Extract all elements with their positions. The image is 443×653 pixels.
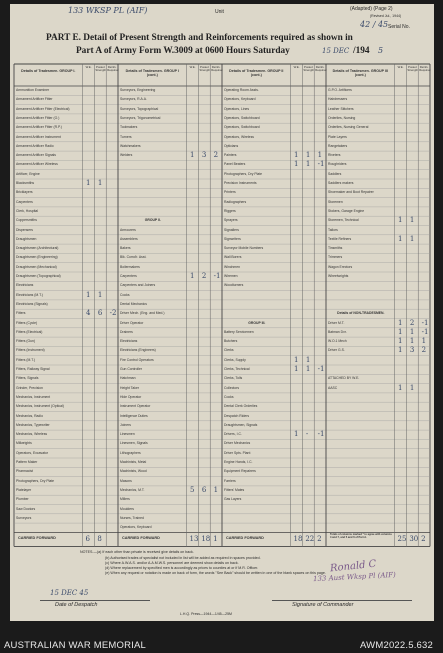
trade-label: Machinists, Metal bbox=[120, 460, 147, 464]
trade-label: ATTACHED BY W.E. bbox=[328, 376, 360, 381]
carried-forward-label: Totals of columns marked * to agree with columns 4 and 7, and 5 and 6 of Part A. bbox=[330, 533, 392, 539]
adapted-line1: (Adapted) (Page 2) bbox=[350, 6, 393, 12]
trade-label: Mechanics, Wireless bbox=[16, 432, 48, 437]
unit-handwritten: 133 WKSP PL (AIF) bbox=[68, 6, 148, 15]
trade-label: Operators, Wireless bbox=[224, 134, 254, 139]
trade-label: Armament Artificer Instrument bbox=[16, 134, 61, 139]
strength-value: 1 bbox=[97, 179, 103, 187]
carried-forward-value: 30 bbox=[409, 535, 419, 544]
carried-forward-label: CARRIED FORWARD bbox=[18, 536, 56, 541]
note-line: (d) Where replacement by specified men is accordingly as prices to counties at or if M.R. Officer. bbox=[105, 566, 259, 570]
trade-label: Electricians bbox=[16, 283, 34, 288]
strength-value: 2 bbox=[409, 318, 415, 327]
trade-label: Operators, Switchboard bbox=[224, 125, 260, 130]
trade-label: Mechanics, Typewriter bbox=[16, 422, 50, 427]
trade-label: Electricians (M.T.) bbox=[16, 292, 43, 297]
trade-label: GROUP II. bbox=[144, 218, 161, 223]
trade-label: Orderlies, Nursing bbox=[328, 115, 356, 120]
strength-value: 1 bbox=[398, 318, 403, 327]
trade-label: Pharmacist bbox=[16, 469, 33, 474]
strength-value: 2 bbox=[213, 151, 219, 160]
trade-label: Bricklayers bbox=[16, 190, 33, 195]
trade-label: Armament Artificer Radio bbox=[16, 143, 54, 148]
trade-label: Drainers bbox=[120, 329, 133, 334]
carried-forward-label: CARRIED FORWARD bbox=[226, 536, 264, 541]
trade-label: Lithographers bbox=[120, 450, 141, 455]
strength-value: 1 bbox=[190, 272, 195, 280]
strength-value: 2 bbox=[421, 346, 427, 355]
trade-label: Armament Artificer Signals bbox=[16, 153, 56, 158]
strength-value: 1 bbox=[409, 337, 415, 346]
trade-label: Battery Servicemen bbox=[224, 329, 254, 334]
column-heading: Details of Tradesmen. GROUP I (cont.) bbox=[125, 69, 179, 77]
note-line: (e) When any request or notation is made on back of form, the words "See Back" should be written in one of the blank spaces on this page. bbox=[105, 571, 326, 576]
footer-institution: AUSTRALIAN WAR MEMORIAL bbox=[4, 640, 147, 651]
trade-label: Despatch Riders bbox=[224, 413, 250, 418]
strength-value: -1 bbox=[317, 365, 325, 373]
trade-label: Riggers bbox=[224, 208, 236, 213]
trade-label: Clerks, Technical bbox=[224, 367, 250, 371]
note-line: NOTES.—(a) If each other than private is received give details on back. bbox=[80, 550, 194, 555]
serial-label: Serial No. bbox=[388, 24, 410, 30]
trade-label: Fitters' Mates bbox=[224, 487, 245, 492]
trade-label: Hatchman bbox=[120, 376, 136, 381]
strength-value: 1 bbox=[294, 160, 299, 169]
trade-label: Saw Doctors bbox=[16, 506, 36, 511]
column-heading: Details of Tradesmen. GROUP I. bbox=[21, 69, 76, 73]
trade-label: Assemblers bbox=[120, 236, 138, 241]
trade-label: Rangetakers bbox=[328, 143, 348, 148]
trade-label: Hairdressers bbox=[328, 97, 348, 102]
trade-label: Operating Room Assts. bbox=[224, 88, 259, 92]
trade-label: Sprayers bbox=[224, 218, 238, 223]
trade-label: Carpenters bbox=[16, 199, 33, 204]
strength-value: 1 bbox=[421, 337, 427, 346]
trade-label: Surveyors bbox=[16, 515, 32, 520]
carried-forward-value: 8 bbox=[97, 535, 102, 544]
trade-label: Draughtsmen (Engineering) bbox=[16, 255, 58, 260]
trade-label: Clerks, Tolls bbox=[224, 376, 243, 381]
subcolumn-heading: Reinfs. Required bbox=[315, 65, 327, 72]
strength-value: 1 bbox=[294, 151, 299, 160]
trade-label: Wiremen bbox=[224, 274, 238, 278]
trade-label: Storemen, Technical bbox=[328, 218, 359, 223]
trade-label: Trimmers bbox=[328, 255, 343, 260]
trade-label: Masons bbox=[120, 478, 132, 483]
strength-value: 1 bbox=[305, 355, 311, 364]
trade-label: Armament Artificer Wireless bbox=[16, 162, 58, 167]
subcolumn-heading: Reinfs. Required bbox=[211, 65, 223, 72]
subcolumn-heading: Posted Strength bbox=[199, 65, 210, 72]
trade-label: Surveyor Mobile Numbers bbox=[224, 246, 264, 251]
trade-label: Boilermakers bbox=[120, 264, 140, 269]
trade-label: Linesmen bbox=[120, 432, 135, 437]
trade-label: Equipment Repairers bbox=[224, 469, 256, 474]
trade-label: Operators, Switchboard bbox=[224, 115, 260, 120]
trade-label: Photographers, Dry Plate bbox=[16, 478, 55, 483]
strength-value: 6 bbox=[201, 485, 207, 494]
despatch-line bbox=[40, 600, 150, 601]
trade-label: Millers bbox=[120, 497, 130, 502]
strength-value: 2 bbox=[201, 272, 207, 280]
print-line: L.H.Q. Press—1944—1/45—25M bbox=[180, 612, 232, 616]
subcolumn-heading: Posted Strength bbox=[407, 65, 418, 72]
serial-handwritten: 42 / 45 bbox=[360, 20, 389, 29]
strength-value: 4 bbox=[86, 309, 91, 318]
trade-label: GROUP III. bbox=[248, 320, 266, 325]
strength-value: -1 bbox=[317, 430, 325, 439]
strength-value: 6 bbox=[97, 309, 103, 318]
trade-label: Artificer, Engine bbox=[16, 171, 40, 176]
trade-label: Wall Borers bbox=[224, 255, 242, 260]
date-handwritten: 15 DEC bbox=[322, 47, 350, 55]
carried-forward-value: 25 bbox=[397, 535, 407, 544]
trade-label: Draughtsmen (Topographical) bbox=[16, 274, 61, 278]
trade-label: Surveyors, R.A.A. bbox=[120, 97, 147, 102]
strength-value: -1 bbox=[213, 272, 221, 280]
trade-label: Dental Mechanics bbox=[120, 301, 147, 306]
trade-label: Mechanics, Radio bbox=[16, 413, 43, 418]
note-line: (c) Where A.W.A.S. and/or A.A.M.W.S. personnel are deemed show details on back. bbox=[105, 560, 239, 565]
trade-label: Storemen bbox=[328, 199, 343, 204]
trade-label: Fitters, Signals bbox=[16, 376, 39, 381]
trade-label: Instrument Operator bbox=[120, 404, 151, 409]
strength-value: 1 bbox=[294, 430, 299, 439]
trade-label: Wheelwrights bbox=[328, 274, 349, 278]
strength-value: 1 bbox=[398, 234, 403, 243]
trade-label: Dispensers bbox=[16, 227, 33, 232]
trade-label: Draughtsmen (Architectural) bbox=[16, 246, 59, 251]
subcolumn-heading: W.E. bbox=[293, 65, 300, 69]
trade-label: Driver Mech. (Eng. and Med.) bbox=[120, 311, 165, 316]
trade-label: Roughriders bbox=[328, 162, 347, 167]
trade-label: Engine Hands, I.C. bbox=[224, 460, 253, 464]
trade-label: Butchers bbox=[224, 339, 238, 344]
trade-label: Carpenters and Joiners bbox=[120, 283, 156, 288]
strength-value: - bbox=[305, 430, 309, 439]
trade-label: Riveters bbox=[328, 153, 341, 158]
strength-value: 1 bbox=[294, 365, 299, 373]
trade-label: Signallers bbox=[224, 227, 239, 232]
strength-value: 1 bbox=[409, 216, 415, 225]
unit-stamp: 133 Aust Wksp Pl (AIF) bbox=[312, 570, 396, 584]
carried-forward-label: CARRIED FORWARD bbox=[122, 536, 160, 541]
trade-label: Plate Layers bbox=[328, 134, 347, 139]
trade-label: Clerks, Supply bbox=[224, 357, 246, 362]
commander-label: Signature of Commander bbox=[292, 602, 354, 608]
trade-label: Armourers bbox=[120, 227, 136, 232]
trade-label: Armament Artificer Fitter (O.) bbox=[16, 115, 60, 120]
strength-value: 1 bbox=[305, 151, 311, 160]
trade-label: Clerks bbox=[224, 348, 234, 353]
trade-label: Plumber bbox=[16, 497, 29, 502]
trade-label: AASC bbox=[328, 385, 338, 390]
subcolumn-heading: Posted Strength bbox=[303, 65, 314, 72]
trade-label: Driver G.S. bbox=[328, 348, 345, 353]
strength-value: 1 bbox=[86, 290, 91, 299]
strength-value: 1 bbox=[398, 337, 403, 346]
note-line: (b) Authorised trades of specialist not included in list will be added as required in spaces provided. bbox=[105, 555, 261, 560]
trade-label: Saddlers bbox=[328, 171, 342, 176]
strength-value: -2 bbox=[109, 309, 117, 318]
trade-label: Farriers bbox=[224, 478, 236, 483]
trade-label: Electricians (Engineers) bbox=[120, 348, 156, 353]
trade-label: Textile Refiners bbox=[328, 236, 352, 241]
trade-label: Grinder, Precision bbox=[16, 385, 43, 390]
trade-label: Ammunition Examiner bbox=[16, 88, 50, 92]
trade-label: Nurses, Trained bbox=[120, 515, 144, 520]
carried-forward-value: 18 bbox=[201, 535, 211, 544]
trade-label: Shoemaker and Boot Repairer bbox=[328, 190, 374, 195]
trade-label: Surveyors, Engineering bbox=[120, 88, 156, 92]
strength-value: 1 bbox=[86, 179, 91, 187]
trade-label: Mechanics, M.T. bbox=[120, 487, 145, 492]
trade-label: Intelligence Duties bbox=[120, 413, 148, 418]
trade-label: Printers bbox=[224, 190, 236, 195]
trade-label: Operators, Lines bbox=[224, 106, 250, 111]
trade-label: Details of NON-TRADESMEN. bbox=[337, 311, 385, 316]
strength-value: 5 bbox=[190, 485, 195, 494]
trade-label: Operators, Keyboard bbox=[224, 97, 256, 102]
year-label: /194 bbox=[353, 46, 370, 56]
trade-label: Leather Stitchers bbox=[328, 106, 354, 111]
trade-label: Orderlies, Nursing General bbox=[328, 125, 369, 130]
footer-accession: AWM2022.5.632 bbox=[360, 640, 434, 651]
trade-label: Tailors bbox=[328, 227, 338, 232]
strength-value: 1 bbox=[213, 485, 219, 494]
trade-label: Mechanics, Instrument bbox=[16, 394, 51, 399]
trade-label: Collectors bbox=[224, 385, 240, 390]
trade-label: Blk. Comd'r. Asst. bbox=[120, 255, 147, 260]
title-line-1: PART E. Detail of Present Strength and Reinforcements required as shown in bbox=[46, 33, 353, 43]
carried-forward-value: 2 bbox=[317, 535, 322, 544]
strength-value: 1 bbox=[409, 327, 415, 336]
trade-label: Draughtsmen bbox=[16, 236, 37, 241]
trade-label: Driver M.T. bbox=[328, 320, 345, 325]
strength-value: 1 bbox=[409, 383, 415, 392]
trade-label: Fitters, Railway Signal bbox=[16, 367, 50, 371]
trade-label: Opticians bbox=[224, 143, 239, 148]
trade-label: Electricians bbox=[120, 339, 138, 344]
trade-label: Cooks bbox=[120, 292, 130, 297]
trade-label: Armament Artificer Fitter (Electrical) bbox=[16, 106, 70, 111]
trade-label: Cooks bbox=[224, 394, 234, 399]
subcolumn-heading: Reinfs. Required bbox=[419, 65, 431, 72]
trade-label: Carpenters bbox=[120, 274, 137, 278]
trade-label: Fitters (Gun) bbox=[16, 339, 36, 344]
trade-label: Armament Artificer Fitter bbox=[16, 97, 53, 102]
strength-value: 1 bbox=[97, 290, 103, 299]
strength-value: 1 bbox=[294, 355, 299, 364]
strength-value: 3 bbox=[201, 151, 207, 160]
strength-value: -1 bbox=[421, 318, 429, 327]
strength-value: 1 bbox=[398, 383, 403, 392]
trade-label: Painters bbox=[224, 153, 237, 158]
trade-label: G.P.O. Artificers bbox=[328, 88, 352, 92]
trade-label: Draughtsmen (Mechanical) bbox=[16, 264, 57, 269]
trade-label: Coppersmiths bbox=[16, 218, 37, 223]
strength-value: 1 bbox=[305, 365, 311, 373]
strength-value: 1 bbox=[190, 151, 195, 160]
trade-label: Tinsmiths bbox=[328, 246, 343, 251]
column-heading: Details of Tradesmen. GROUP III (cont.) bbox=[332, 69, 388, 77]
adapted-line2: (Revised Jul., 1944) bbox=[370, 14, 402, 18]
trade-label: Linesmen, Signals bbox=[120, 441, 148, 446]
trade-label: Welders bbox=[120, 153, 133, 158]
trade-label: Joiners bbox=[120, 422, 131, 427]
trade-label: Driver Mechanics bbox=[224, 441, 251, 446]
trade-label: Clerk, Hospital bbox=[16, 208, 39, 213]
strength-value: 1 bbox=[398, 346, 403, 355]
trade-label: Pattern Maker bbox=[16, 460, 38, 464]
trade-label: Electricians (Signals) bbox=[16, 301, 48, 306]
carried-forward-value: 13 bbox=[189, 535, 199, 544]
carried-forward-value: 22 bbox=[305, 535, 315, 544]
trade-label: Platelayer bbox=[16, 487, 32, 492]
trade-label: Millwrights bbox=[16, 441, 32, 446]
trade-label: Driver Spts. Plant bbox=[224, 450, 251, 455]
trade-label: Operators, Keyboard bbox=[120, 525, 152, 530]
trade-label: Dental Clerk Orderlies bbox=[224, 404, 258, 409]
unit-label: Unit bbox=[215, 9, 224, 15]
trade-label: Height Taker bbox=[120, 385, 139, 390]
commander-line bbox=[272, 600, 412, 601]
subcolumn-heading: W.E. bbox=[85, 65, 92, 69]
trade-label: Mechanics, Instrument (Optical) bbox=[16, 404, 64, 409]
trade-label: Stokers, Garage Engine bbox=[328, 208, 365, 213]
despatch-label: Date of Despatch bbox=[55, 602, 98, 608]
trade-label: Fitters (M.T.) bbox=[16, 357, 36, 362]
trade-label: Woodturners bbox=[224, 283, 244, 288]
trade-label: Machinists, Wood bbox=[120, 469, 147, 474]
trade-label: Winchmen bbox=[224, 264, 241, 269]
trade-label: Fitters bbox=[16, 311, 26, 316]
subcolumn-heading: Reinfs. Required bbox=[107, 65, 119, 72]
form-sheet bbox=[10, 4, 434, 621]
trade-label: Blacksmiths bbox=[16, 181, 35, 185]
trade-label: Surveyors, Topographical bbox=[120, 106, 159, 111]
carried-forward-value: 18 bbox=[293, 535, 303, 544]
subcolumn-heading: W.E. bbox=[189, 65, 196, 69]
trade-label: Wagon Erectors bbox=[328, 264, 353, 269]
trade-label: Precision Instruments bbox=[224, 181, 257, 185]
strength-value: 1 bbox=[409, 234, 415, 243]
trade-label: Driver Operator bbox=[120, 320, 144, 325]
trade-label: Signwriters bbox=[224, 236, 241, 241]
trade-label: Bakers bbox=[120, 246, 131, 251]
year-handwritten: 5 bbox=[378, 46, 384, 55]
strength-value: 1 bbox=[398, 216, 403, 225]
trade-label: Fitters (Cycle) bbox=[16, 320, 38, 325]
trade-label: Turners bbox=[120, 134, 132, 139]
trade-label: Operators, Excavator bbox=[16, 450, 49, 455]
column-heading: Details of Tradesmen. GROUP II (cont.) bbox=[229, 69, 284, 77]
carried-forward-value: 1 bbox=[213, 535, 218, 544]
trade-label: Fitters (Electrical) bbox=[16, 329, 43, 334]
carried-forward-value: 2 bbox=[421, 535, 426, 544]
commander-signature: Ronald C bbox=[329, 558, 377, 575]
trade-label: Toolmakers bbox=[120, 125, 138, 130]
subcolumn-heading: W.E. bbox=[397, 65, 404, 69]
trade-label: Surveyors, Trigonometrical bbox=[120, 115, 161, 120]
strength-value: 1 bbox=[317, 151, 323, 160]
strength-value: 3 bbox=[409, 346, 415, 355]
trade-label: Drivers, I.C. bbox=[224, 432, 242, 437]
trade-label: Fire Control Operators bbox=[120, 357, 154, 362]
trade-label: Photographers, Dry Plate bbox=[224, 171, 263, 176]
trade-label: W.O.1 Mech bbox=[328, 339, 347, 344]
trade-label: Gas Layers bbox=[224, 497, 242, 502]
strength-value: -1 bbox=[317, 160, 325, 169]
trade-label: Gun Controller bbox=[120, 367, 143, 371]
trade-label: Radiographers bbox=[224, 199, 247, 204]
title-line-2: Part A of Army Form W.3009 at 0600 Hours Saturday bbox=[76, 46, 290, 56]
trade-label: Armament Artificer Fitter (R.P.) bbox=[16, 125, 62, 130]
trade-label: Watchmakers bbox=[120, 143, 141, 148]
carried-forward-value: 6 bbox=[85, 535, 90, 544]
strength-value: 1 bbox=[305, 160, 311, 169]
subcolumn-heading: Posted Strength bbox=[95, 65, 106, 72]
despatch-date-handwritten: 15 DEC 45 bbox=[50, 589, 89, 597]
strength-value: -1 bbox=[421, 327, 429, 336]
trade-label: Panel Beaters bbox=[224, 162, 246, 167]
trade-label: Draughtsmen, Signals bbox=[224, 422, 258, 427]
trade-label: Hide Operator bbox=[120, 394, 142, 399]
trade-label: Fitters (Instrument) bbox=[16, 348, 45, 353]
strength-value: 1 bbox=[398, 327, 403, 336]
trade-label: Batman Dvr. bbox=[328, 329, 347, 334]
trade-label: Moulders bbox=[120, 506, 134, 511]
trade-label: Saddlers makers bbox=[328, 181, 354, 185]
